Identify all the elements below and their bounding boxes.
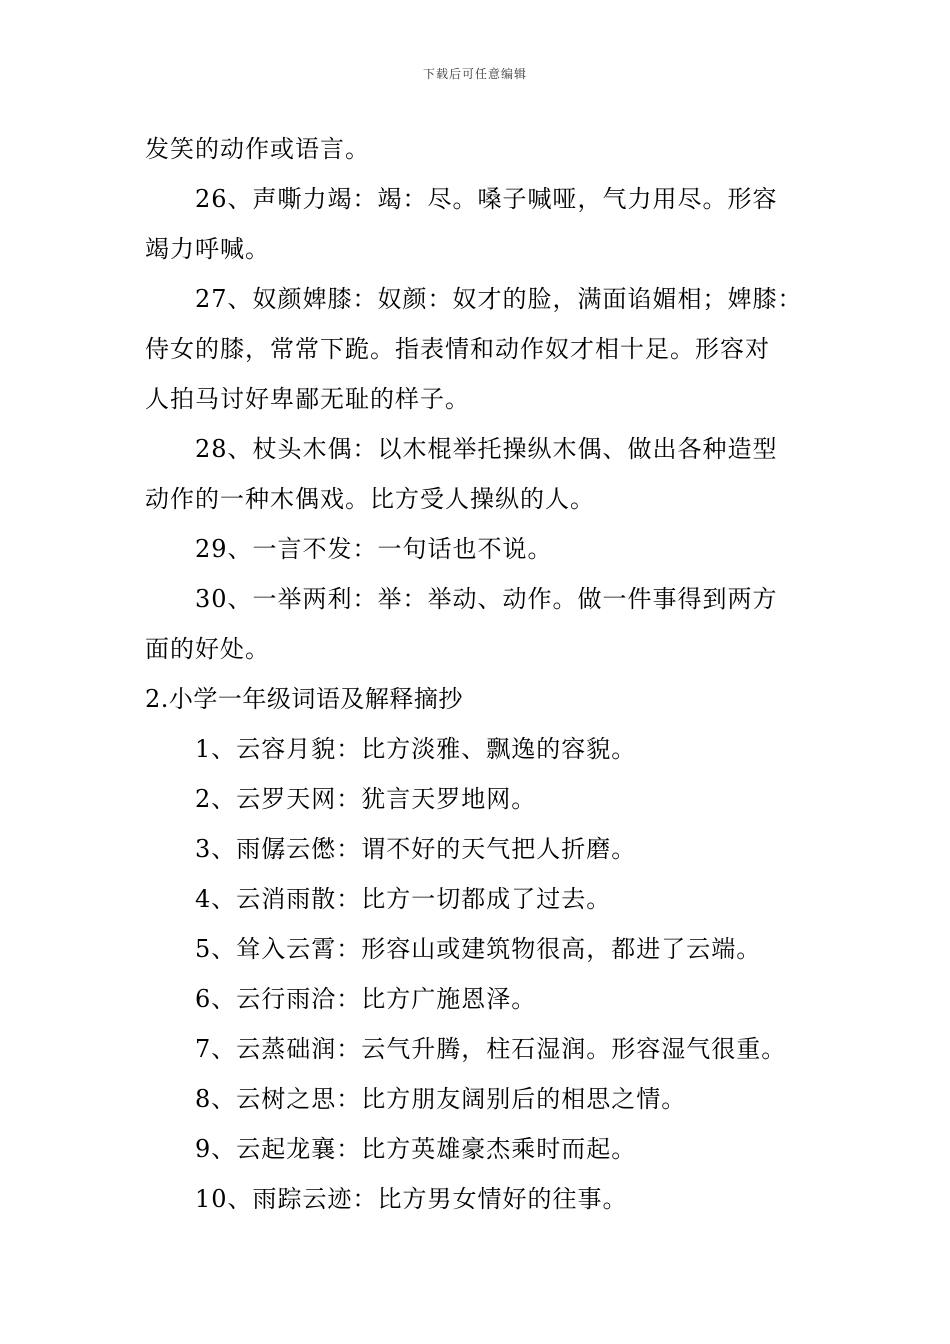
entry-29: 29、一言不发：一句话也不说。 [195,535,553,563]
text-line: 动作的一种木偶戏。比方受人操纵的人。 [145,485,595,513]
entry-26: 26、声嘶力竭：竭：尽。嗓子喊哑，气力用尽。形容 [195,185,778,213]
entry-3: 3、雨僝云僽：谓不好的天气把人折磨。 [195,835,637,863]
section-heading: 2.小学一年级词语及解释摘抄 [145,685,463,713]
text-line: 侍女的膝，常常下跪。指表情和动作奴才相十足。形容对 [145,335,770,363]
entry-28: 28、杖头木偶：以木棍举托操纵木偶、做出各种造型 [195,435,778,463]
entry-6: 6、云行雨洽：比方广施恩泽。 [195,985,537,1013]
entry-1: 1、云容月貌：比方淡雅、飘逸的容貌。 [195,735,637,763]
entry-4: 4、云消雨散：比方一切都成了过去。 [195,885,612,913]
document-body [145,124,835,1224]
text-line: 面的好处。 [145,635,270,663]
entry-5: 5、耸入云霄：形容山或建筑物很高，都进了云端。 [195,935,762,963]
entry-2: 2、云罗天网：犹言天罗地网。 [195,785,537,813]
entry-10: 10、雨踪云迹：比方男女情好的往事。 [195,1185,628,1213]
text-line: 人拍马讨好卑鄙无耻的样子。 [145,385,470,413]
text-line: 发笑的动作或语言。 [145,135,370,163]
entry-30: 30、一举两利：举：举动、动作。做一件事得到两方 [195,585,778,613]
page-header: 下载后可任意编辑 [422,67,527,81]
entry-9: 9、云起龙襄：比方英雄豪杰乘时而起。 [195,1135,637,1163]
entry-27: 27、奴颜婢膝：奴颜：奴才的脸，满面谄媚相；婢膝： [195,285,803,313]
entry-8: 8、云树之思：比方朋友阔别后的相思之情。 [195,1085,687,1113]
entry-7: 7、云蒸础润：云气升腾，柱石湿润。形容湿气很重。 [195,1035,787,1063]
text-line: 竭力呼喊。 [145,235,270,263]
